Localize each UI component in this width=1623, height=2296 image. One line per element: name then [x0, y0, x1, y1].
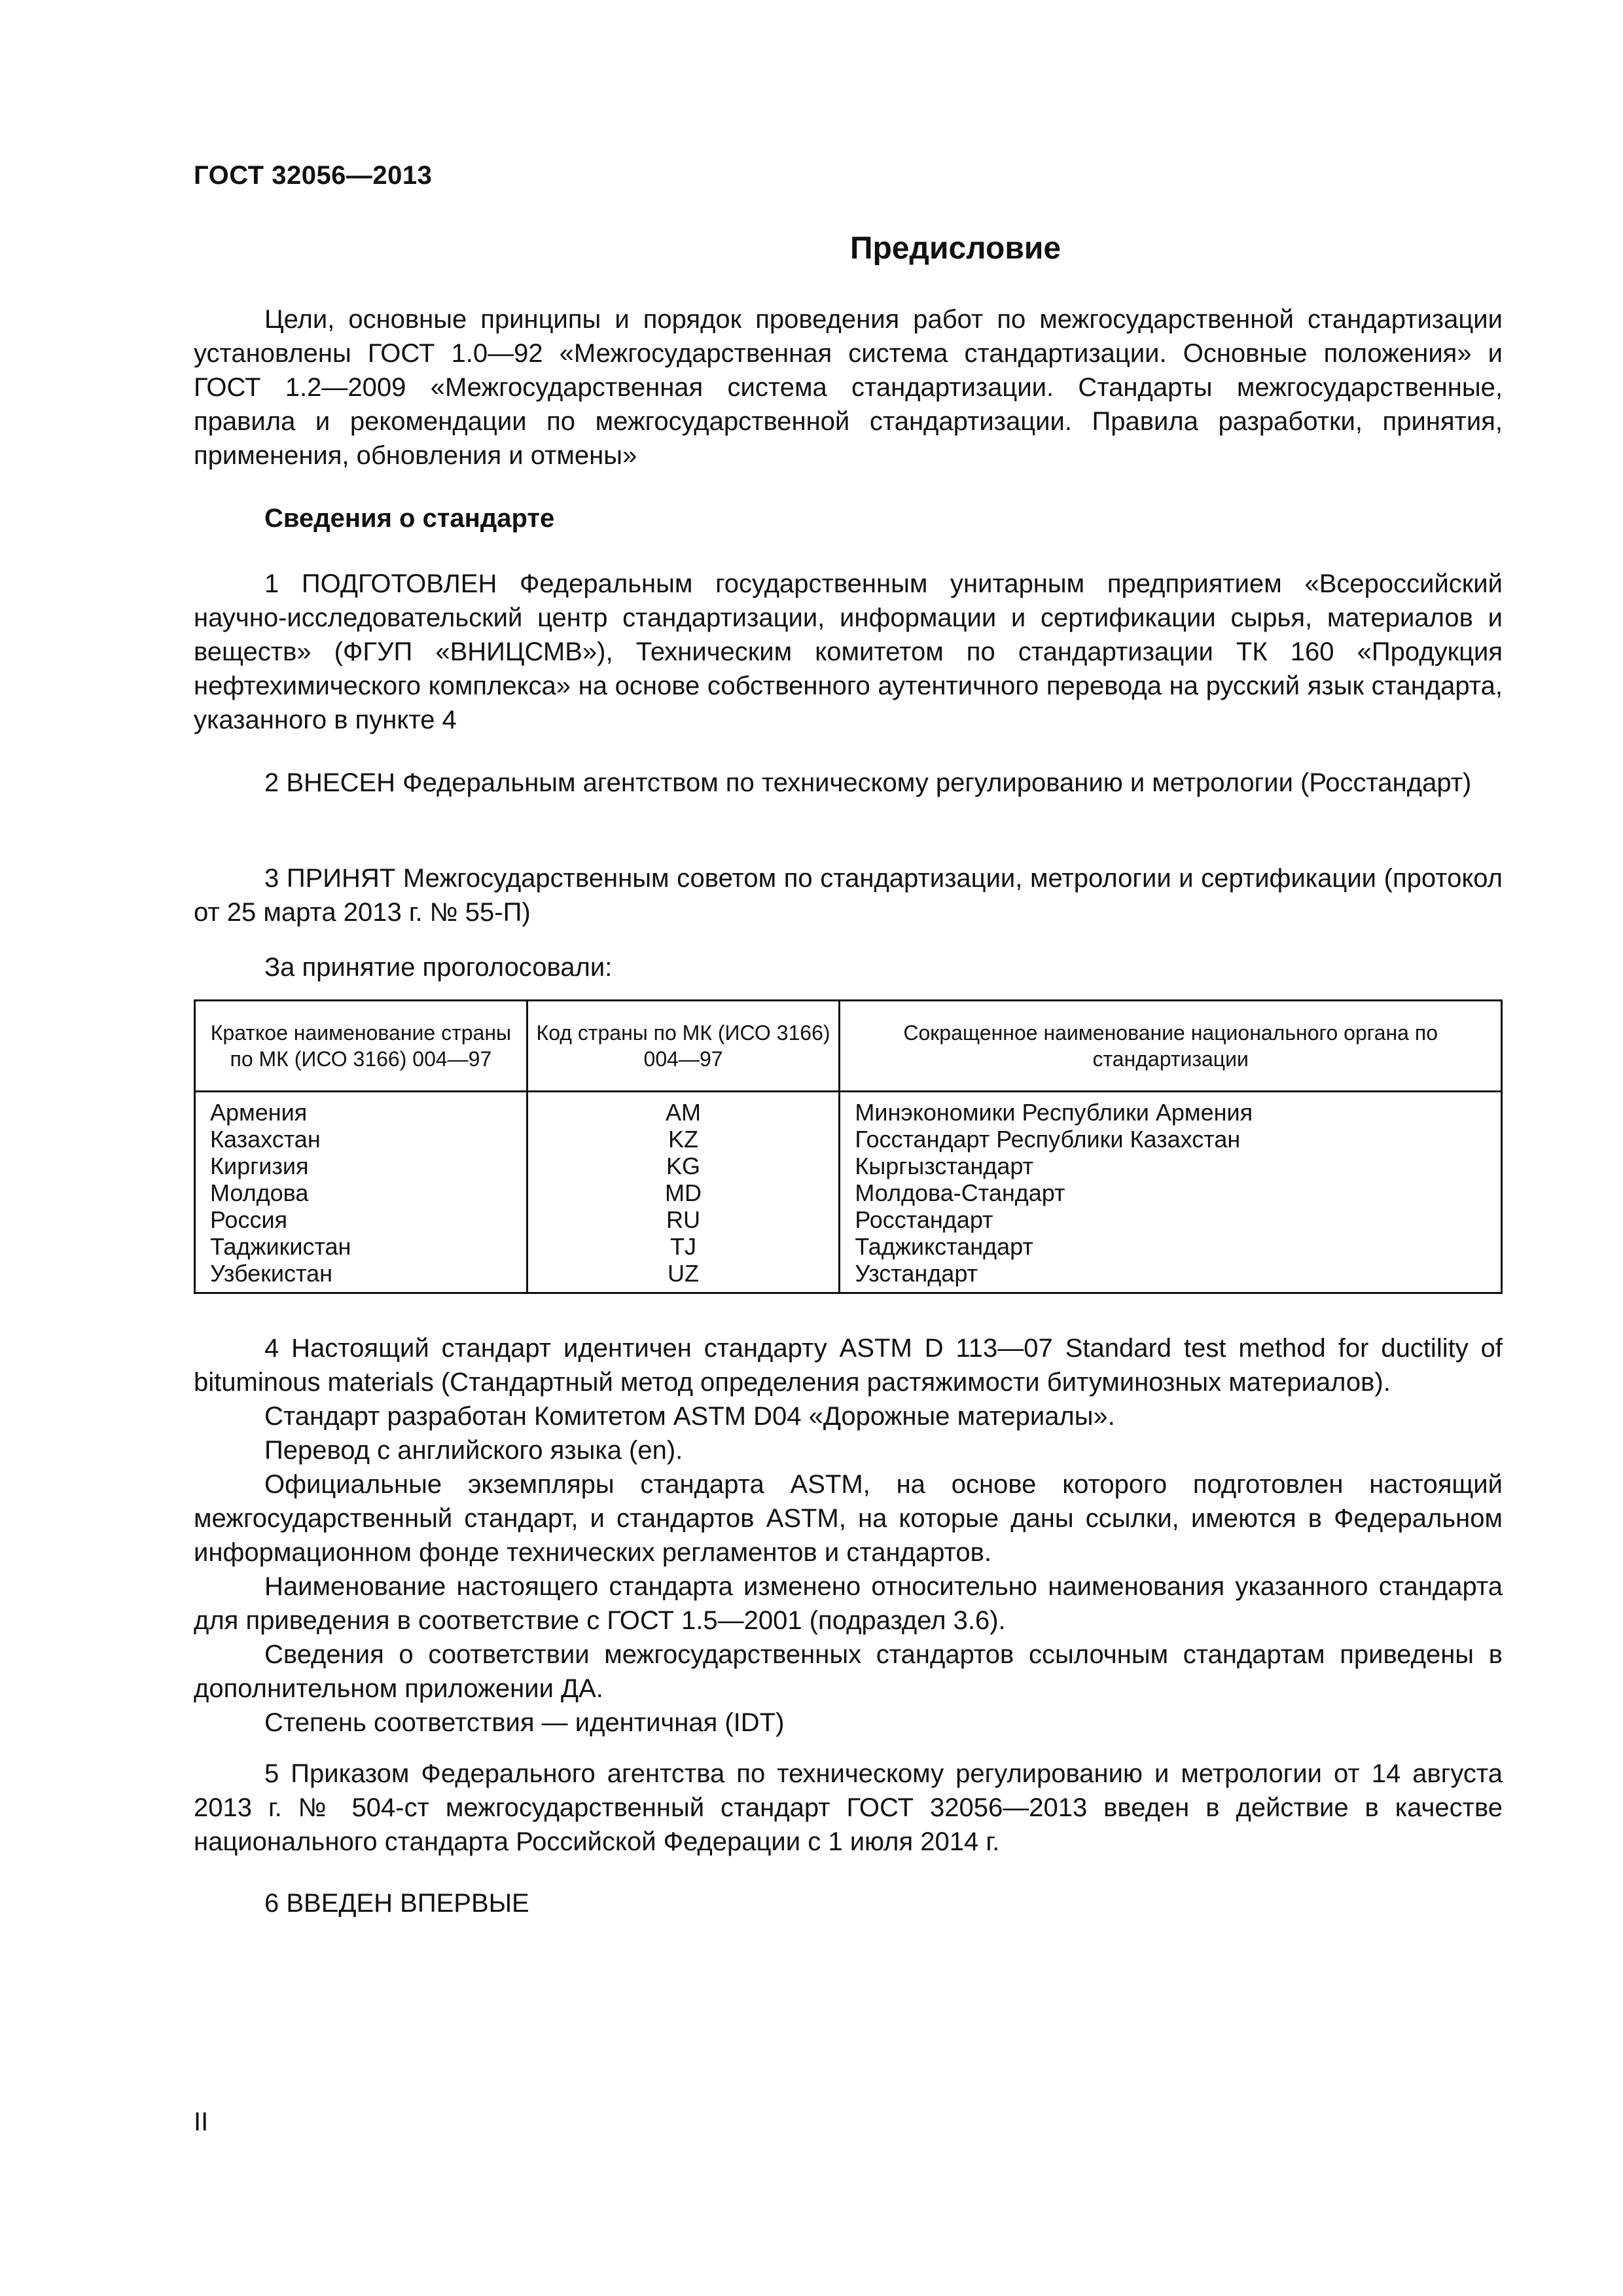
code-cell: AM [666, 1099, 702, 1126]
item-4-paragraph: Сведения о соответствии межгосударственных стандартов ссылочным стандартам приведены в дополнительном приложении ДА. [194, 1640, 1503, 1703]
page-title: Предисловие [849, 231, 1061, 266]
item-5-paragraph: 5 Приказом Федерального агентства по техническому регулированию и метрологии от 14 августа 2013 г. № 504-ст межгосударственный стандарт ГОСТ 32056—2013 введен в действие в качестве национального стандарта Российской Федерации с 1 июля 2014 г. [194, 1759, 1503, 1856]
item-3-paragraph: 3 ПРИНЯТ Межгосударственным советом по стандартизации, метрологии и сертификации (протокол от 25 марта 2013 г. № 55-П) [194, 864, 1503, 927]
voting-table [194, 999, 1503, 1294]
item-2-paragraph: 2 ВНЕСЕН Федеральным агентством по техническому регулированию и метрологии (Росстандарт) [264, 768, 1472, 797]
code-cell: UZ [668, 1260, 700, 1287]
item-5-block [194, 1757, 1503, 1859]
code-cell: KG [666, 1153, 701, 1179]
national-body-cell: Узстандарт [855, 1260, 978, 1287]
item-1-paragraph: 1 ПОДГОТОВЛЕН Федеральным государственным унитарным предприятием «Всероссийский научно-исследовательский центр стандартизации, информации и сертификации сырья, материалов и веществ» (ФГУП «ВНИЦСМВ»), Техническим комитетом по стандартизации ТК 160 «Продукция нефтехимического комплекса» на основе собственного аутентичного перевода на русский язык стандарта, указанного в пункте 4 [194, 569, 1503, 734]
item-4-paragraph: Официальные экземпляры стандарта ASTM, на основе которого подготовлен настоящий межгосударственный стандарт, и стандартов ASTM, на которые даны ссылки, имеются в Федеральном информационном фонде технических регламентов и стандартов. [194, 1470, 1503, 1567]
item-1-block [194, 567, 1503, 737]
national-body-cell: Таджикстандарт [855, 1233, 1033, 1260]
code-cell: MD [665, 1179, 702, 1206]
item-3-block [194, 861, 1503, 929]
country-list [195, 1092, 527, 1293]
header-national-body: Сокращенное наименование национального органа по стандартизации [840, 1001, 1502, 1092]
item-4-paragraph: Наименование настоящего стандарта изменено относительно наименования указанного стандарта для приведения в соответствие с ГОСТ 1.5—2001 (подраздел 3.6). [194, 1572, 1503, 1635]
country-cell: Казахстан [210, 1126, 321, 1153]
item-4-paragraph: 4 Настоящий стандарт идентичен стандарту ASTM D 113—07 Standard test method for ductility of bituminous materials (Стандартный метод определения растяжимости битуминозных материалов). [194, 1334, 1503, 1397]
national-body-cell: Минэкономики Республики Армения [855, 1099, 1253, 1126]
intro-block [194, 302, 1503, 473]
national-body-cell: Кыргызстандарт [855, 1153, 1034, 1179]
item-6-block [194, 1886, 1503, 1920]
country-cell: Россия [210, 1206, 288, 1233]
country-cell: Таджикистан [210, 1233, 351, 1260]
country-cell: Киргизия [210, 1153, 309, 1179]
national-body-cell: Госстандарт Республики Казахстан [855, 1126, 1241, 1153]
item-4-paragraph: Степень соответствия — идентичная (IDT) [264, 1708, 785, 1737]
header-country: Краткое наименование страны по МК (ИСО 3166) 004—97 [195, 1001, 527, 1092]
item-4-paragraph: Стандарт разработан Комитетом ASTM D04 «Дорожные материалы». [264, 1402, 1115, 1431]
page-number: II [194, 2108, 209, 2136]
national-body-cell: Молдова-Стандарт [855, 1179, 1065, 1206]
country-cell: Молдова [210, 1179, 309, 1206]
code-cell: KZ [668, 1126, 699, 1153]
section-heading-block [194, 501, 1503, 535]
national-body-list [840, 1092, 1502, 1293]
vote-intro: За принятие проголосовали: [264, 953, 613, 982]
table-row [195, 1092, 1502, 1293]
table-header-row [195, 1001, 1502, 1092]
item-4-paragraph: Перевод с английского языка (en). [264, 1436, 683, 1465]
code-list [527, 1092, 840, 1293]
section-heading: Сведения о стандарте [264, 504, 555, 533]
item-2-block [194, 766, 1503, 800]
item-4-block [194, 1331, 1503, 1740]
intro-paragraph: Цели, основные принципы и порядок проведения работ по межгосударственной стандартизации установлены ГОСТ 1.0—92 «Межгосударственная система стандартизации. Основные положения» и ГОСТ 1.2—2009 «Межгосударственная система стандартизации. Стандарты межгосударственные, правила и рекомендации по межгосударственной стандартизации. Правила разработки, принятия, применения, обновления и отмены» [194, 305, 1503, 470]
national-body-cell: Росстандарт [855, 1206, 993, 1233]
code-cell: TJ [670, 1233, 697, 1260]
item-6-paragraph: 6 ВВЕДЕН ВПЕРВЫЕ [264, 1889, 529, 1918]
country-cell: Узбекистан [210, 1260, 333, 1287]
code-cell: RU [666, 1206, 701, 1233]
header-code: Код страны по МК (ИСО 3166) 004—97 [527, 1001, 840, 1092]
document-code: ГОСТ 32056—2013 [194, 161, 433, 190]
country-cell: Армения [210, 1099, 308, 1126]
